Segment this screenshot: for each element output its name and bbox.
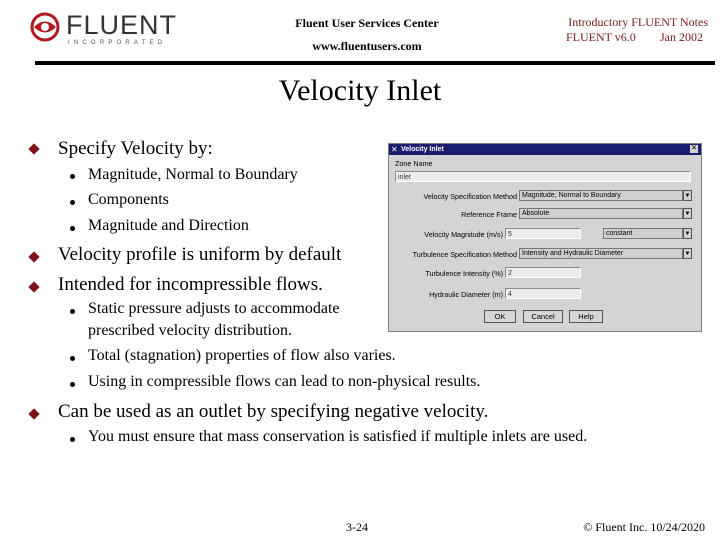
sub-bullet-text: You must ensure that mass conservation is satisfied if multiple inlets are used. xyxy=(88,428,588,445)
turbulence-intensity-label: Turbulence Intensity (%) xyxy=(425,269,503,278)
zone-name-label: Zone Name xyxy=(395,159,433,168)
sub-bullet-dot-icon xyxy=(70,226,75,231)
velocity-magnitude-profile-dropdown[interactable]: constant xyxy=(603,228,683,239)
bullet-velocity-profile: Velocity profile is uniform by default xyxy=(58,244,342,265)
sub-bullet-dot-icon xyxy=(70,309,75,314)
close-icon[interactable]: ✕ xyxy=(691,145,697,152)
sub-bullet-dot-icon xyxy=(70,174,75,179)
velocity-magnitude-label: Velocity Magnitude (m/s) xyxy=(424,230,503,239)
sub-bullet-text: Components xyxy=(88,191,169,208)
dialog-title: Velocity Inlet xyxy=(401,146,444,153)
bullet-specify-velocity: Specify Velocity by: xyxy=(58,138,213,159)
zone-name-field[interactable]: inlet xyxy=(395,171,691,182)
chevron-down-icon[interactable]: ▼ xyxy=(683,208,692,219)
sub-bullet-dot-icon xyxy=(70,437,75,442)
copyright: © Fluent Inc. 10/24/2020 xyxy=(583,520,705,534)
bullet-outlet: Can be used as an outlet by specifying negative velocity. xyxy=(58,401,489,422)
reference-frame-label: Reference Frame xyxy=(461,210,517,219)
turbulence-spec-label: Turbulence Specification Method xyxy=(412,250,517,259)
sub-bullet-text: Total (stagnation) properties of flow also varies. xyxy=(88,347,396,364)
header-course-title: Introductory FLUENT Notes xyxy=(568,15,708,29)
chevron-down-icon[interactable]: ▼ xyxy=(683,228,692,239)
sub-bullet-dot-icon xyxy=(70,200,75,205)
hydraulic-diameter-label: Hydraulic Diameter (m) xyxy=(429,290,503,299)
reference-frame-dropdown[interactable]: Absolute xyxy=(519,208,683,219)
sub-bullet-dot-icon xyxy=(70,382,75,387)
cancel-button[interactable]: Cancel xyxy=(523,310,563,323)
fluent-swirl-icon xyxy=(30,12,60,42)
bullet-diamond-icon xyxy=(28,143,39,154)
sub-bullet-text: Magnitude, Normal to Boundary xyxy=(88,166,298,183)
window-menu-icon[interactable]: ✕ xyxy=(391,145,398,154)
ok-button[interactable]: OK xyxy=(484,310,516,323)
velocity-spec-label: Velocity Specification Method xyxy=(423,192,517,201)
velocity-inlet-dialog xyxy=(388,143,702,332)
header-date: Jan 2002 xyxy=(660,30,703,44)
sub-bullet-dot-icon xyxy=(70,356,75,361)
dialog-titlebar xyxy=(389,144,701,155)
velocity-magnitude-field[interactable]: 5 xyxy=(505,228,581,239)
fluent-logo xyxy=(30,10,178,50)
header-url: www.fluentusers.com xyxy=(312,39,422,53)
bullet-incompressible: Intended for incompressible flows. xyxy=(58,274,323,295)
logo-text: FLUENT xyxy=(66,10,178,40)
help-button[interactable]: Help xyxy=(569,310,603,323)
logo-subtext: INCORPORATED xyxy=(68,40,167,46)
sub-bullet-text: Magnitude and Direction xyxy=(88,217,249,234)
sub-bullet-text: Using in compressible flows can lead to non-physical results. xyxy=(88,373,481,390)
header-rule xyxy=(35,61,715,65)
bullet-diamond-icon xyxy=(28,408,39,419)
turbulence-intensity-field[interactable]: 2 xyxy=(505,267,581,278)
sub-bullet-text: Static pressure adjusts to accommodate xyxy=(88,300,340,317)
chevron-down-icon[interactable]: ▼ xyxy=(683,190,692,201)
header-center-title: Fluent User Services Center xyxy=(295,16,439,30)
page-number: 3-24 xyxy=(346,520,368,534)
velocity-spec-dropdown[interactable]: Magnitude, Normal to Boundary xyxy=(519,190,683,201)
bullet-diamond-icon xyxy=(28,281,39,292)
bullet-diamond-icon xyxy=(28,251,39,262)
hydraulic-diameter-field[interactable]: 4 xyxy=(505,288,581,299)
turbulence-spec-dropdown[interactable]: Intensity and Hydraulic Diameter xyxy=(519,248,683,259)
chevron-down-icon[interactable]: ▼ xyxy=(683,248,692,259)
slide-title: Velocity Inlet xyxy=(278,74,442,107)
header-version: FLUENT v6.0 xyxy=(566,30,636,44)
sub-bullet-text: prescribed velocity distribution. xyxy=(88,322,292,339)
